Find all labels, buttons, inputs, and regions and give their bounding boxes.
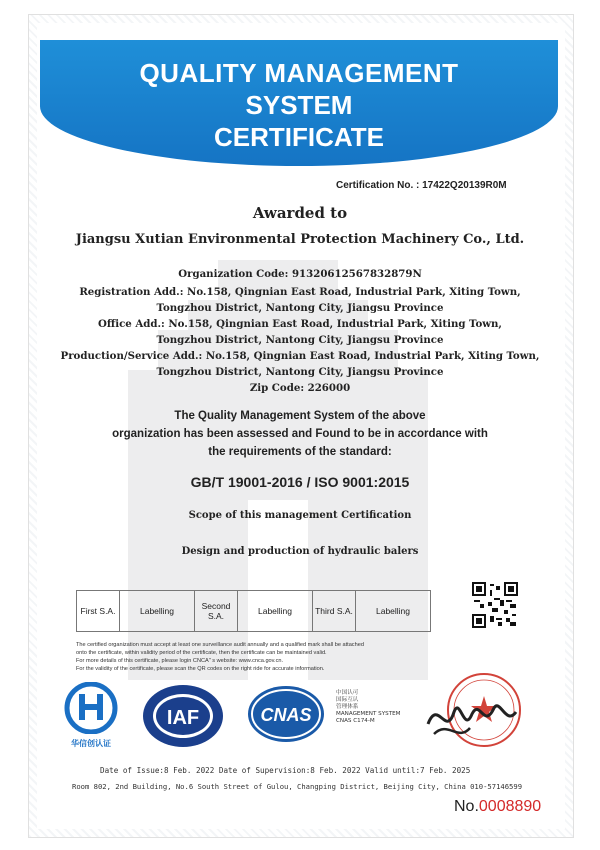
labelling-cell-3: Labelling <box>356 591 431 632</box>
awarded-to-heading: Awarded to <box>252 204 348 222</box>
note-line-2: onto the certificate, within validity period of the certificate, then the certificate can be maintained valid. <box>76 650 327 656</box>
note-line-3: For more details of this certificate, please login CNCA" s website: www.cnca.gov.cn. <box>76 658 284 664</box>
note-line-4: For the validity of the certificate, please scan the QR codes on the right ride for accurate information. <box>76 666 325 672</box>
serial-digits: 0008890 <box>478 798 542 815</box>
scope-text: Design and production of hydraulic balers <box>181 546 419 557</box>
second-sa-cell: Second S.A. <box>195 591 238 632</box>
serial-prefix: No. <box>454 798 479 815</box>
standard-designation: GB/T 19001-2016 / ISO 9001:2015 <box>190 474 410 490</box>
title-banner <box>40 40 558 166</box>
office-address-2: Tongzhou District, Nantong City, Jiangsu Province <box>156 334 444 346</box>
cnas-line-5: CNAS C174-M <box>336 718 375 724</box>
organization-code: Organization Code: 91320612567832879N <box>178 268 422 280</box>
surveillance-audit-table <box>76 590 431 632</box>
registration-address-2: Tongzhou District, Nantong City, Jiangsu Province <box>156 302 444 314</box>
certificate-dates: Date of Issue:8 Feb. 2022 Date of Supervision:8 Feb. 2022 Valid until:7 Feb. 2025 <box>100 766 471 775</box>
labelling-cell-1: Labelling <box>120 591 195 632</box>
hxc-logo <box>62 682 120 750</box>
title-line-1: QUALITY MANAGEMENT <box>139 58 459 88</box>
qr-code-icon[interactable] <box>472 582 518 628</box>
cnas-line-4: MANAGEMENT SYSTEM <box>336 711 401 717</box>
hxc-emblem-icon <box>62 682 120 734</box>
scope-title: Scope of this management Certification <box>188 510 412 521</box>
official-seal-icon <box>424 668 524 758</box>
labelling-cell-2: Labelling <box>238 591 313 632</box>
statement-line-3: the requirements of the standard: <box>208 446 392 458</box>
first-sa-cell: First S.A. <box>77 591 120 632</box>
zip-code: Zip Code: 226000 <box>249 382 351 394</box>
company-name: Jiangsu Xutian Environmental Protection Machinery Co., Ltd. <box>75 232 525 247</box>
office-address-1: Office Add.: No.158, Qingnian East Road, Industrial Park, Xiting Town, <box>98 318 502 330</box>
statement-line-1: The Quality Management System of the above <box>174 410 426 422</box>
cnas-accreditation-block <box>336 690 400 725</box>
registration-address-1: Registration Add.: No.158, Qingnian East Road, Industrial Park, Xiting Town, <box>79 286 521 298</box>
hxc-label: 华信创认证 <box>71 739 111 748</box>
iaf-text: IAF <box>166 707 200 729</box>
cnas-text: CNAS <box>260 705 312 725</box>
title-line-3: CERTIFICATE <box>214 122 384 152</box>
cnas-line-2: 国际互认 <box>336 697 359 703</box>
cnas-line-1: 中国认可 <box>336 690 359 696</box>
cnas-line-3: 管理体系 <box>336 704 359 710</box>
note-line-1: The certified organization must accept at least one surveillance audit annually and a qualified mark shall be attached <box>76 642 364 648</box>
cnas-logo-icon <box>246 684 326 744</box>
iaf-logo-icon <box>142 684 224 748</box>
statement-line-2: organization has been assessed and Found to be in accordance with <box>112 428 488 440</box>
third-sa-cell: Third S.A. <box>313 591 356 632</box>
serial-number <box>454 798 541 816</box>
production-address-1: Production/Service Add.: No.158, Qingnian East Road, Industrial Park, Xiting Town, <box>60 350 540 362</box>
title-line-2: SYSTEM <box>245 90 353 120</box>
production-address-2: Tongzhou District, Nantong City, Jiangsu Province <box>156 366 444 378</box>
certification-number: Certification No. : 17422Q20139R0M <box>336 180 507 191</box>
issuer-address: Room 802, 2nd Building, No.6 South Street of Gulou, Changping District, Beijing City, China 010-57146599 <box>72 782 523 791</box>
